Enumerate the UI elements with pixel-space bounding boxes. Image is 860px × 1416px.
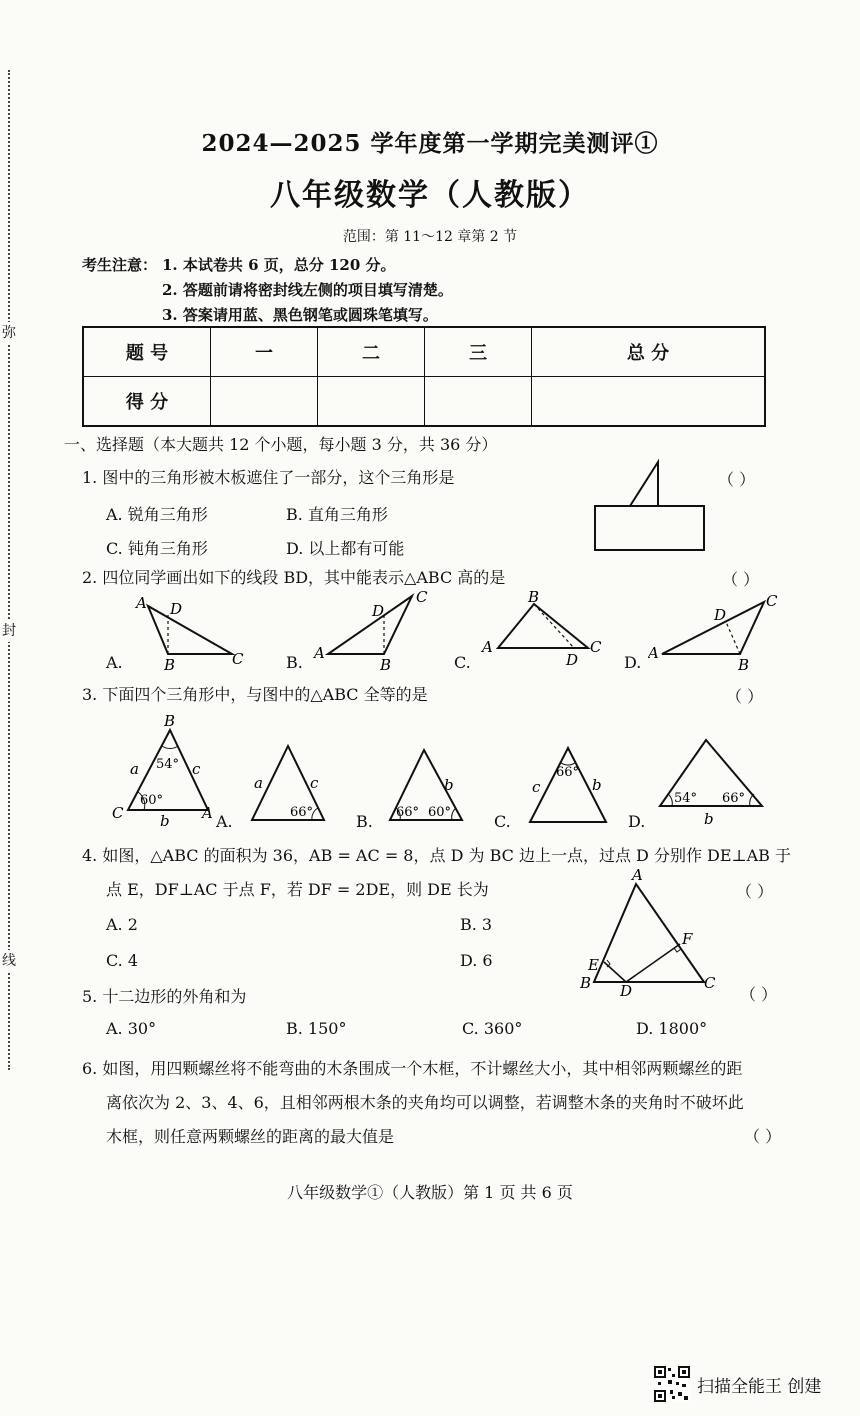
q3-ref-angle-c: 60° — [140, 793, 164, 808]
q3-option-a-triangle — [244, 740, 329, 824]
score-input-cell[interactable] — [211, 377, 318, 427]
section-1-title: 一、选择题（本大题共 12 个小题，每小题 3 分，共 36 分） — [64, 435, 498, 454]
q2-figure-a — [130, 592, 250, 672]
binding-dotted-line — [8, 70, 10, 1070]
q2c-label-a: A — [482, 638, 493, 656]
q3b-angle-1: 66° — [396, 805, 420, 820]
q2b-label-c: C — [416, 588, 428, 606]
q2c-label-d: D — [566, 651, 579, 669]
q1-answer-paren[interactable]: （ ） — [718, 470, 756, 489]
note-item-3: 3. 答案请用蓝、黑色钢笔或圆珠笔填写。 — [162, 306, 438, 324]
q4-answer-paren[interactable]: （ ） — [736, 882, 774, 901]
score-table-cell: 得 分 — [83, 377, 211, 427]
q1-text: 1. 图中的三角形被木板遮住了一部分，这个三角形是 — [82, 468, 455, 487]
q1-figure — [590, 458, 710, 558]
q2c-label-b: B — [528, 590, 540, 606]
q2d-label-a: A — [648, 644, 659, 662]
exam-range: 范围：第 11～12 章第 2 节 — [342, 229, 518, 245]
q2-answer-paren[interactable]: （ ） — [722, 570, 760, 589]
q3-ref-label-a: A — [202, 804, 213, 822]
q3-ref-side-b: b — [160, 812, 170, 828]
q2-figure-c — [478, 590, 608, 670]
score-table-cell: 总 分 — [532, 327, 765, 377]
q3-option-c: C. — [494, 812, 511, 831]
q3-answer-paren[interactable]: （ ） — [726, 687, 764, 706]
q5-option-b: B. 150° — [286, 1019, 347, 1038]
scanner-watermark: 扫描全能王 创建 — [697, 1377, 822, 1397]
q3-ref-angle-b: 54° — [156, 757, 180, 772]
q3a-side-2: c — [310, 774, 319, 792]
q3-option-a: A. — [216, 812, 233, 831]
q4-figure — [576, 866, 726, 1000]
score-table-header-row — [83, 327, 765, 377]
q2d-label-c: C — [766, 592, 778, 610]
q4-option-c: C. 4 — [106, 951, 139, 970]
q4-label-b: B — [580, 974, 592, 992]
q3a-side-1: a — [254, 774, 263, 792]
q4-label-a: A — [632, 866, 643, 884]
q4-text-line-2: 点 E，DF⊥AC 于点 F，若 DF = 2DE，则 DE 长为 — [106, 880, 489, 899]
q2c-label-c: C — [590, 638, 602, 656]
score-input-cell[interactable] — [532, 377, 765, 427]
q2-figure-b — [308, 586, 433, 672]
exam-subtitle: 八年级数学（人教版） — [270, 178, 590, 213]
q2d-label-d: D — [714, 606, 727, 624]
q3d-angle-1: 54° — [674, 791, 698, 806]
q4-label-d: D — [620, 982, 633, 1000]
exam-title: 2024—2025 学年度第一学期完美测评① — [201, 130, 659, 157]
q2-text: 2. 四位同学画出如下的线段 BD，其中能表示△ABC 高的是 — [82, 568, 506, 587]
q2d-label-b: B — [738, 656, 750, 672]
q2a-label-a: A — [136, 594, 147, 612]
q2a-label-d: D — [170, 600, 183, 618]
q3a-angle: 66° — [290, 805, 314, 820]
q2-option-d: D. — [624, 653, 642, 672]
q3-ref-side-a: a — [130, 760, 139, 778]
q3-option-b-triangle — [382, 744, 472, 824]
q5-answer-paren[interactable]: （ ） — [740, 985, 778, 1004]
q4-option-a: A. 2 — [106, 915, 138, 934]
q3-text: 3. 下面四个三角形中，与图中的△ABC 全等的是 — [82, 685, 428, 704]
q3b-angle-2: 60° — [428, 805, 452, 820]
score-table-cell: 一 — [211, 327, 318, 377]
q5-option-a: A. 30° — [106, 1019, 157, 1038]
q3c-side-1: c — [532, 778, 541, 796]
q2-option-b: B. — [286, 653, 303, 672]
q1-option-c: C. 钝角三角形 — [106, 539, 208, 558]
binding-mark-mi: 弥 — [0, 322, 18, 344]
q2b-label-d: D — [372, 602, 385, 620]
q3-ref-label-c: C — [112, 804, 124, 822]
q2a-label-c: C — [232, 650, 244, 668]
score-table — [82, 326, 766, 427]
q4-label-e: E — [588, 956, 599, 974]
q3-ref-side-c: c — [192, 760, 201, 778]
score-table-cell: 三 — [425, 327, 532, 377]
q4-text-line-1: 4. 如图，△ABC 的面积为 36，AB = AC = 8，点 D 为 BC 边上一点，过点 D 分别作 DE⊥AB 于 — [82, 846, 791, 865]
q3b-side: b — [444, 776, 454, 794]
q1-option-a: A. 锐角三角形 — [106, 505, 208, 524]
q2b-label-b: B — [380, 656, 392, 672]
q6-answer-paren[interactable]: （ ） — [744, 1127, 782, 1146]
q2b-label-a: A — [314, 644, 325, 662]
q3d-side: b — [704, 810, 714, 828]
q1-option-b: B. 直角三角形 — [286, 505, 388, 524]
score-table-cell: 题 号 — [83, 327, 211, 377]
binding-mark-feng: 封 — [0, 620, 18, 642]
notes-label: 考生注意： — [82, 256, 158, 274]
q2-figure-d — [648, 590, 783, 672]
q3-reference-triangle — [108, 710, 220, 828]
q3d-angle-2: 66° — [722, 791, 746, 806]
q5-option-d: D. 1800° — [636, 1019, 708, 1038]
q5-option-c: C. 360° — [462, 1019, 523, 1038]
q4-label-c: C — [704, 974, 716, 992]
q4-option-d: D. 6 — [460, 951, 493, 970]
q3-option-d-triangle — [654, 736, 774, 828]
qr-code-icon — [654, 1366, 690, 1402]
q3-option-b: B. — [356, 812, 373, 831]
score-table-score-row — [83, 377, 765, 427]
q3c-side-2: b — [592, 776, 602, 794]
q3c-angle: 66° — [556, 765, 580, 780]
q6-text-line-1: 6. 如图，用四颗螺丝将不能弯曲的木条围成一个木框，不计螺丝大小，其中相邻两颗螺丝的距 — [82, 1059, 743, 1078]
score-input-cell[interactable] — [318, 377, 425, 427]
q2-option-a: A. — [106, 653, 123, 672]
q2a-label-b: B — [164, 656, 176, 672]
q5-text: 5. 十二边形的外角和为 — [82, 987, 247, 1006]
q3-ref-label-b: B — [164, 712, 176, 730]
page-footer: 八年级数学①（人教版）第 1 页 共 6 页 — [287, 1183, 573, 1202]
q1-option-d: D. 以上都有可能 — [286, 539, 405, 558]
q6-text-line-2: 离依次为 2、3、4、6，且相邻两根木条的夹角均可以调整，若调整木条的夹角时不破坏此 — [106, 1093, 744, 1112]
q6-text-line-3: 木框，则任意两颗螺丝的距离的最大值是 — [106, 1127, 395, 1146]
note-item-1: 1. 本试卷共 6 页，总分 120 分。 — [162, 256, 396, 274]
note-item-2: 2. 答题前请将密封线左侧的项目填写清楚。 — [162, 281, 453, 299]
q2-option-c: C. — [454, 653, 471, 672]
binding-mark-xian: 线 — [0, 950, 18, 972]
score-input-cell[interactable] — [425, 377, 532, 427]
q4-label-f: F — [682, 930, 693, 948]
score-table-cell: 二 — [318, 327, 425, 377]
q4-option-b: B. 3 — [460, 915, 493, 934]
q3-option-d: D. — [628, 812, 646, 831]
q3-option-c-triangle — [520, 742, 620, 826]
